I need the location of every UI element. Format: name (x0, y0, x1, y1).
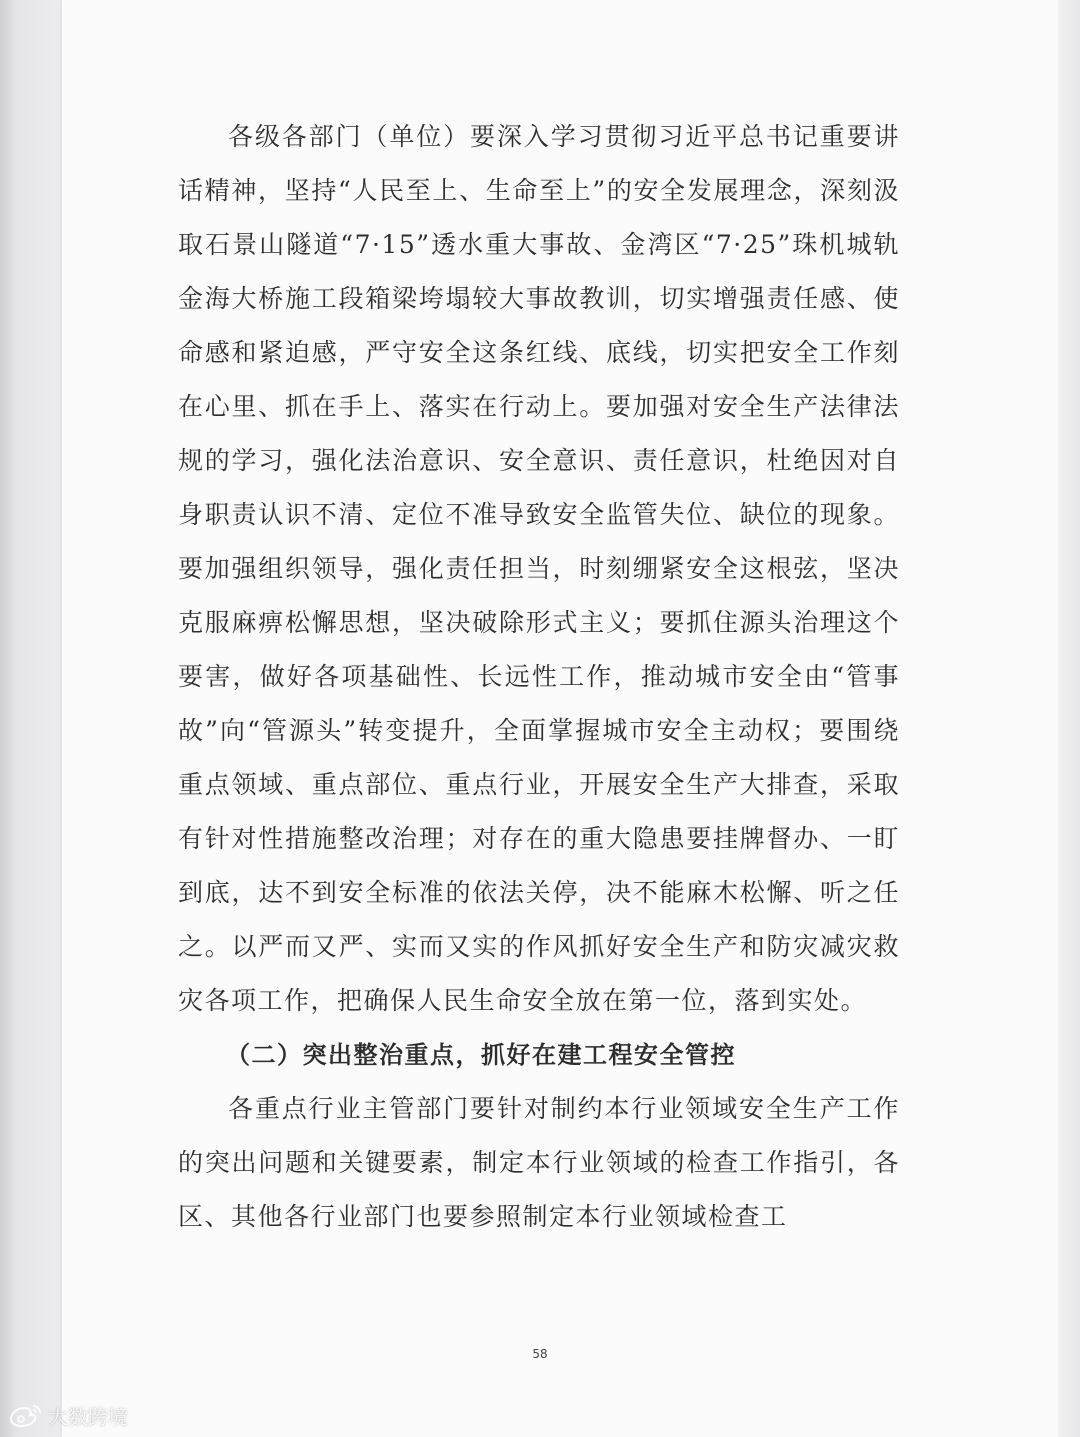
document-body (178, 110, 900, 1244)
page-edge-shadow (1058, 0, 1080, 1437)
watermark (8, 1400, 128, 1430)
section-heading: （二）突出整治重点，抓好在建工程安全管控 (226, 1041, 736, 1069)
page-number: 58 (532, 1347, 548, 1361)
weibo-logo-icon (8, 1403, 42, 1427)
paragraph-1: 各级各部门（单位）要深入学习贯彻习近平总书记重要讲话精神，坚持“人民至上、生命至上”的安全发展理念，深刻汲取石景山隧道“7·15”透水重大事故、金湾区“7·25”珠机城轨金海大桥施工段箱梁垮塌较大事故教训，切实增强责任感、使命感和紧迫感，严守安全这条红线、底线，切实把安全工作刻在心里、抓在手上、落实在行动上。要加强对安全生产法律法规的学习，强化法治意识、安全意识、责任意识，杜绝因对自身职责认识不清、定位不准导致安全监管失位、缺位的现象。要加强组织领导，强化责任担当，时刻绷紧安全这根弦，坚决克服麻痹松懈思想，坚决破除形式主义；要抓住源头治理这个要害，做好各项基础性、长远性工作，推动城市安全由“管事故”向“管源头”转变提升，全面掌握城市安全主动权；要围绕重点领域、重点部位、重点行业，开展安全生产大排查，采取有针对性措施整改治理；对存在的重大隐患要挂牌督办、一盯到底，达不到安全标准的依法关停，决不能麻木松懈、听之任之。以严而又严、实而又实的作风抓好安全生产和防灾减灾救灾各项工作，把确保人民生命安全放在第一位，落到实处。 (178, 122, 900, 1015)
watermark-text: 大数跨境 (48, 1404, 128, 1429)
paragraph-2: 各重点行业主管部门要针对制约本行业领域安全生产工作的突出问题和关键要素，制定本行业领域的检查工作指引，各区、其他各行业部门也要参照制定本行业领域检查工 (178, 1094, 900, 1231)
